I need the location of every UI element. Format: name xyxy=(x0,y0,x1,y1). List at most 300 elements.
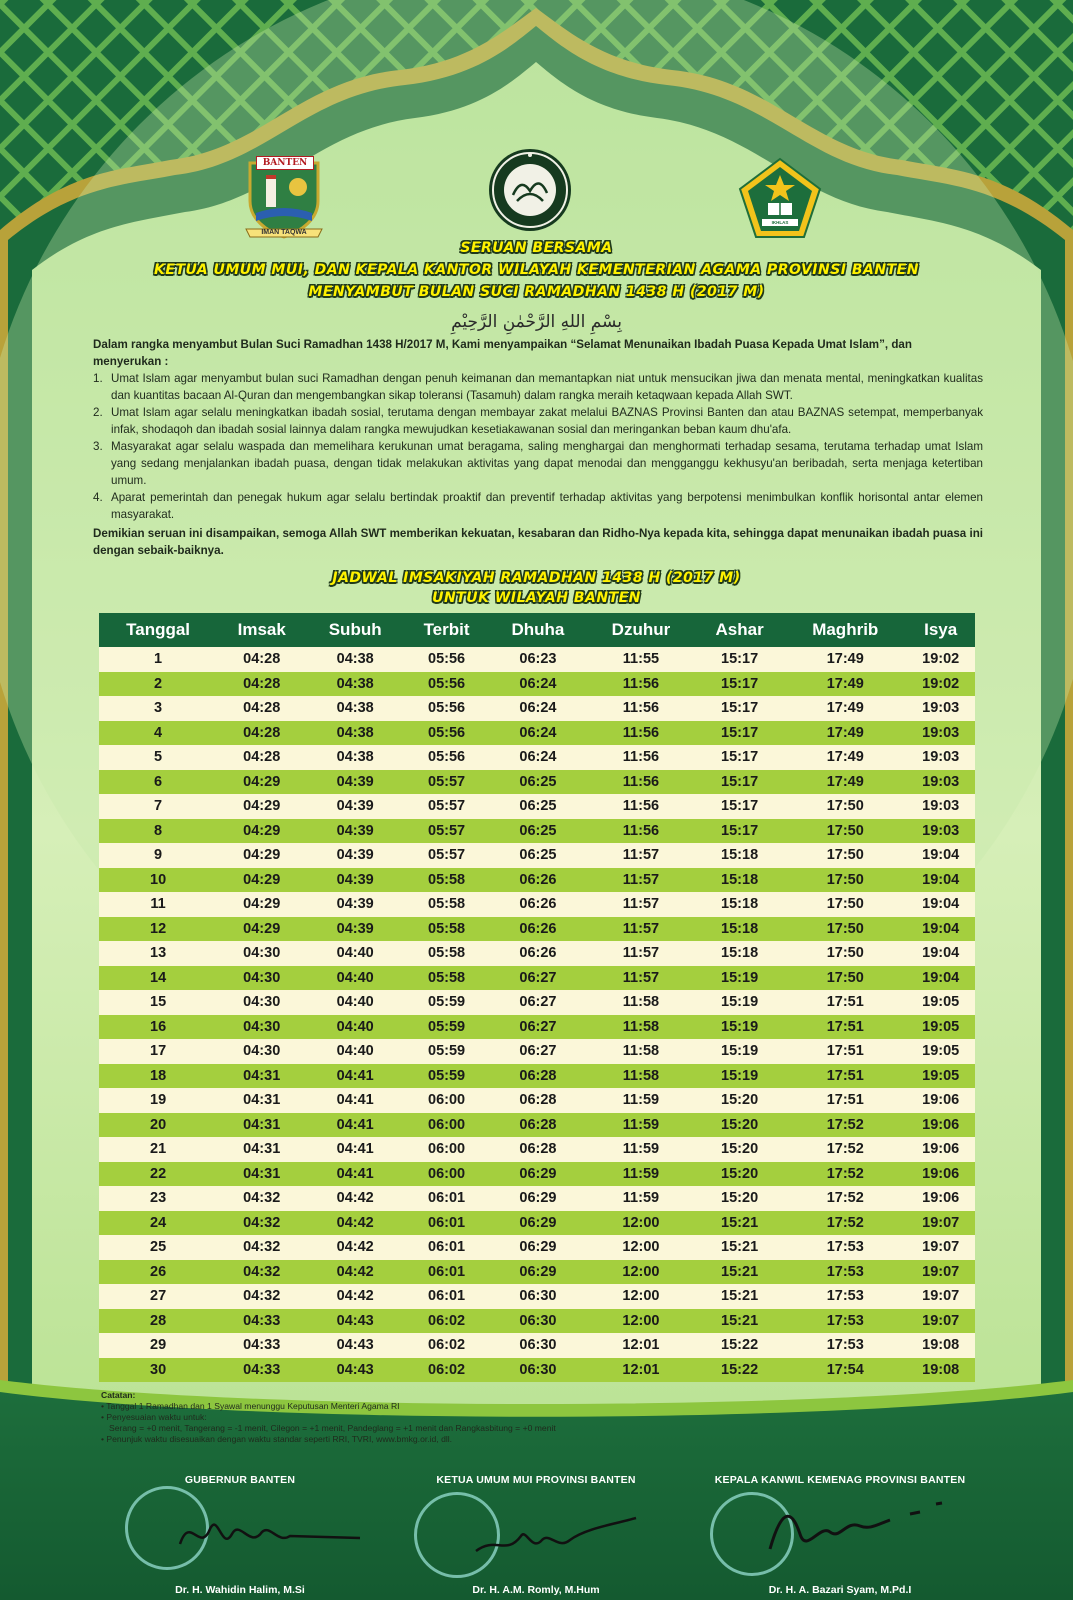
table-cell: 04:32 xyxy=(217,1235,306,1260)
table-row xyxy=(99,990,975,1015)
table-cell: 04:31 xyxy=(217,1162,306,1187)
table-cell: 17:51 xyxy=(784,1039,906,1064)
table-row xyxy=(99,1064,975,1089)
column-header: Isya xyxy=(906,613,975,647)
table-cell: 05:57 xyxy=(404,770,489,795)
table-cell: 11:57 xyxy=(587,917,695,942)
table-cell: 04:42 xyxy=(306,1211,404,1236)
table-cell: 15:22 xyxy=(695,1358,784,1383)
table-row xyxy=(99,1015,975,1040)
table-cell: 04:29 xyxy=(217,819,306,844)
table-cell: 30 xyxy=(99,1358,217,1383)
table-cell: 06:01 xyxy=(404,1284,489,1309)
notes-item-1: • Tanggal 1 Ramadhan dan 1 Syawal menunggu Keputusan Menteri Agama RI xyxy=(101,1401,400,1411)
table-cell: 17:50 xyxy=(784,917,906,942)
table-cell: 06:25 xyxy=(489,770,587,795)
table-cell: 15:20 xyxy=(695,1137,784,1162)
table-cell: 04:39 xyxy=(306,868,404,893)
table-cell: 17:53 xyxy=(784,1333,906,1358)
table-cell: 12:00 xyxy=(587,1235,695,1260)
kemenag-logo xyxy=(738,157,822,241)
table-cell: 04:42 xyxy=(306,1186,404,1211)
table-cell: 19:03 xyxy=(906,819,975,844)
kemenag-motto-text: IKHLAS BERAMAL xyxy=(768,220,792,232)
table-cell: 11:56 xyxy=(587,794,695,819)
table-cell: 05:56 xyxy=(404,647,489,672)
signature-name: Dr. H. A.M. Romly, M.Hum xyxy=(472,1584,600,1596)
table-cell: 04:29 xyxy=(217,868,306,893)
table-cell: 29 xyxy=(99,1333,217,1358)
table-cell: 19:02 xyxy=(906,672,975,697)
table-cell: 04:32 xyxy=(217,1260,306,1285)
table-row xyxy=(99,1358,975,1383)
table-cell: 19:04 xyxy=(906,892,975,917)
table-cell: 15:17 xyxy=(695,770,784,795)
signature-role: GUBERNUR BANTEN xyxy=(184,1474,296,1486)
table-cell: 06:27 xyxy=(489,966,587,991)
table-cell: 17:53 xyxy=(784,1309,906,1334)
header-line-1: SERUAN BERSAMA xyxy=(460,240,613,256)
notes-section xyxy=(101,1390,801,1445)
table-cell: 8 xyxy=(99,819,217,844)
table-cell: 05:58 xyxy=(404,868,489,893)
table-cell: 05:59 xyxy=(404,1015,489,1040)
table-cell: 15:19 xyxy=(695,1039,784,1064)
schedule-title-2: UNTUK WILAYAH BANTEN xyxy=(432,590,641,606)
mui-signature-icon xyxy=(466,1506,646,1566)
table-row xyxy=(99,721,975,746)
column-header: Dhuha xyxy=(489,613,587,647)
table-cell: 05:57 xyxy=(404,819,489,844)
table-row xyxy=(99,1088,975,1113)
table-cell: 17:53 xyxy=(784,1284,906,1309)
basmalah-calligraphy: بِسْمِ اللهِ الرَّحْمٰنِ الرَّحِيْمِ xyxy=(451,312,622,332)
column-header: Imsak xyxy=(217,613,306,647)
table-cell: 06:25 xyxy=(489,843,587,868)
point-number: 1. xyxy=(93,372,103,385)
table-cell: 04:41 xyxy=(306,1113,404,1138)
seruan-body xyxy=(93,336,983,559)
signature-role: KETUA UMUM MUI PROVINSI BANTEN xyxy=(436,1474,636,1486)
table-cell: 04:33 xyxy=(217,1333,306,1358)
table-cell: 17:54 xyxy=(784,1358,906,1383)
table-cell: 05:56 xyxy=(404,696,489,721)
table-cell: 06:28 xyxy=(489,1137,587,1162)
table-cell: 17:50 xyxy=(784,794,906,819)
table-cell: 06:26 xyxy=(489,917,587,942)
kanwil-signature-icon xyxy=(760,1494,960,1564)
table-row xyxy=(99,819,975,844)
table-cell: 05:57 xyxy=(404,843,489,868)
table-cell: 17:50 xyxy=(784,868,906,893)
table-cell: 16 xyxy=(99,1015,217,1040)
table-cell: 19:04 xyxy=(906,941,975,966)
table-cell: 15:19 xyxy=(695,1064,784,1089)
table-cell: 04:42 xyxy=(306,1260,404,1285)
table-cell: 06:02 xyxy=(404,1358,489,1383)
table-cell: 17:50 xyxy=(784,892,906,917)
table-cell: 05:59 xyxy=(404,990,489,1015)
table-cell: 04:31 xyxy=(217,1088,306,1113)
table-cell: 12:01 xyxy=(587,1358,695,1383)
notes-item-2: • Penyesuaian waktu untuk: xyxy=(101,1412,207,1422)
table-cell: 06:02 xyxy=(404,1309,489,1334)
table-cell: 12:00 xyxy=(587,1211,695,1236)
table-cell: 19 xyxy=(99,1088,217,1113)
table-row xyxy=(99,1211,975,1236)
table-cell: 15:19 xyxy=(695,1015,784,1040)
table-cell: 04:43 xyxy=(306,1358,404,1383)
signature-name: Dr. H. Wahidin Halim, M.Si xyxy=(175,1584,305,1596)
table-cell: 04:38 xyxy=(306,672,404,697)
table-row xyxy=(99,794,975,819)
table-cell: 15:17 xyxy=(695,721,784,746)
table-cell: 06:26 xyxy=(489,941,587,966)
header-line-3: MENYAMBUT BULAN SUCI RAMADHAN 1438 H (2017 M) xyxy=(308,284,765,300)
table-cell: 04:28 xyxy=(217,672,306,697)
banten-banner-text: BANTEN xyxy=(256,156,314,170)
closing-paragraph: Demikian seruan ini disampaikan, semoga Allah SWT memberikan kekuatan, kesabaran dan Ridho-Nya kepada kita, sehingga dapat menunaikan ibadah puasa ini dengan sebaik-baiknya. xyxy=(93,527,983,557)
table-cell: 27 xyxy=(99,1284,217,1309)
table-cell: 06:29 xyxy=(489,1211,587,1236)
table-cell: 19:06 xyxy=(906,1088,975,1113)
table-cell: 04:39 xyxy=(306,770,404,795)
table-cell: 17:49 xyxy=(784,672,906,697)
table-cell: 11:56 xyxy=(587,721,695,746)
table-cell: 15:20 xyxy=(695,1088,784,1113)
table-cell: 04:42 xyxy=(306,1235,404,1260)
table-cell: 15:17 xyxy=(695,647,784,672)
table-cell: 06:28 xyxy=(489,1113,587,1138)
table-cell: 17:52 xyxy=(784,1211,906,1236)
table-cell: 04:29 xyxy=(217,794,306,819)
table-cell: 04:43 xyxy=(306,1309,404,1334)
table-cell: 04:39 xyxy=(306,917,404,942)
table-row xyxy=(99,1039,975,1064)
point-text: Aparat pemerintah dan penegak hukum agar selalu bertindak proaktif dan preventif terhadap aktivitas yang berpotensi menimbulkan konflik horisontal antar elemen masyarakat. xyxy=(111,491,983,521)
table-cell: 11:57 xyxy=(587,868,695,893)
table-cell: 15:18 xyxy=(695,941,784,966)
table-cell: 11 xyxy=(99,892,217,917)
table-cell: 15:17 xyxy=(695,745,784,770)
table-cell: 05:56 xyxy=(404,745,489,770)
table-cell: 04:33 xyxy=(217,1309,306,1334)
column-header: Subuh xyxy=(306,613,404,647)
table-cell: 06:00 xyxy=(404,1162,489,1187)
table-row xyxy=(99,770,975,795)
table-cell: 05:56 xyxy=(404,721,489,746)
table-cell: 17:49 xyxy=(784,647,906,672)
table-cell: 19:07 xyxy=(906,1260,975,1285)
table-cell: 24 xyxy=(99,1211,217,1236)
table-cell: 15 xyxy=(99,990,217,1015)
signature-name: Dr. H. A. Bazari Syam, M.Pd.I xyxy=(768,1584,912,1596)
table-cell: 04:41 xyxy=(306,1064,404,1089)
table-cell: 11:57 xyxy=(587,941,695,966)
table-cell: 15:21 xyxy=(695,1260,784,1285)
table-row xyxy=(99,1309,975,1334)
table-cell: 11:58 xyxy=(587,1015,695,1040)
table-cell: 17:52 xyxy=(784,1113,906,1138)
table-row xyxy=(99,647,975,672)
table-cell: 06:01 xyxy=(404,1186,489,1211)
table-cell: 04:32 xyxy=(217,1186,306,1211)
table-cell: 17:53 xyxy=(784,1235,906,1260)
table-cell: 06:26 xyxy=(489,892,587,917)
table-cell: 06:25 xyxy=(489,819,587,844)
table-cell: 04:31 xyxy=(217,1064,306,1089)
table-cell: 04:39 xyxy=(306,819,404,844)
table-cell: 17 xyxy=(99,1039,217,1064)
point-number: 2. xyxy=(93,406,103,419)
signature-role: KEPALA KANWIL KEMENAG PROVINSI BANTEN xyxy=(714,1474,966,1486)
table-cell: 23 xyxy=(99,1186,217,1211)
table-cell: 17:52 xyxy=(784,1186,906,1211)
table-cell: 2 xyxy=(99,672,217,697)
table-cell: 04:28 xyxy=(217,696,306,721)
table-cell: 05:58 xyxy=(404,966,489,991)
table-cell: 04:41 xyxy=(306,1088,404,1113)
point-text: Umat Islam agar menyambut bulan suci Ramadhan dengan penuh keimanan dan memantapkan niat untuk mensucikan jiwa dan menata mental, meningkatkan kualitas dan kuantitas bacaan Al-Quran dan mengembangkan sikap toleransi (Tasamuh) dalam rangka meraih ketaqwaan kepada Allah SWT. xyxy=(111,372,983,402)
table-cell: 04:30 xyxy=(217,966,306,991)
table-cell: 13 xyxy=(99,941,217,966)
table-cell: 04:29 xyxy=(217,843,306,868)
table-cell: 11:55 xyxy=(587,647,695,672)
table-cell: 06:28 xyxy=(489,1088,587,1113)
table-cell: 04:30 xyxy=(217,941,306,966)
table-cell: 17:49 xyxy=(784,770,906,795)
table-row xyxy=(99,843,975,868)
table-cell: 06:29 xyxy=(489,1186,587,1211)
table-cell: 15:21 xyxy=(695,1235,784,1260)
table-cell: 19:04 xyxy=(906,966,975,991)
table-row xyxy=(99,672,975,697)
table-row xyxy=(99,745,975,770)
seruan-point xyxy=(93,404,983,438)
table-cell: 11:59 xyxy=(587,1088,695,1113)
table-cell: 19:06 xyxy=(906,1162,975,1187)
table-cell: 19:03 xyxy=(906,745,975,770)
table-cell: 22 xyxy=(99,1162,217,1187)
table-cell: 04:30 xyxy=(217,1015,306,1040)
table-cell: 11:58 xyxy=(587,1064,695,1089)
table-cell: 17:51 xyxy=(784,1088,906,1113)
seruan-point xyxy=(93,370,983,404)
table-cell: 06:00 xyxy=(404,1113,489,1138)
table-cell: 04:32 xyxy=(217,1211,306,1236)
table-cell: 19:04 xyxy=(906,843,975,868)
table-cell: 5 xyxy=(99,745,217,770)
table-cell: 12:00 xyxy=(587,1284,695,1309)
column-header: Terbit xyxy=(404,613,489,647)
table-cell: 19:05 xyxy=(906,1015,975,1040)
table-cell: 15:19 xyxy=(695,990,784,1015)
table-cell: 15:18 xyxy=(695,843,784,868)
table-cell: 04:32 xyxy=(217,1284,306,1309)
table-body xyxy=(99,647,975,1382)
table-cell: 26 xyxy=(99,1260,217,1285)
table-cell: 19:05 xyxy=(906,990,975,1015)
table-cell: 11:57 xyxy=(587,843,695,868)
notes-title: Catatan: xyxy=(101,1390,136,1400)
table-row xyxy=(99,1113,975,1138)
table-cell: 3 xyxy=(99,696,217,721)
table-cell: 19:05 xyxy=(906,1039,975,1064)
column-header: Ashar xyxy=(695,613,784,647)
table-cell: 17:50 xyxy=(784,843,906,868)
table-cell: 9 xyxy=(99,843,217,868)
table-cell: 15:22 xyxy=(695,1333,784,1358)
table-cell: 06:28 xyxy=(489,1064,587,1089)
table-cell: 21 xyxy=(99,1137,217,1162)
table-cell: 06:23 xyxy=(489,647,587,672)
table-cell: 06:01 xyxy=(404,1235,489,1260)
table-cell: 04:38 xyxy=(306,745,404,770)
table-cell: 04:30 xyxy=(217,990,306,1015)
table-cell: 4 xyxy=(99,721,217,746)
table-cell: 20 xyxy=(99,1113,217,1138)
table-cell: 12 xyxy=(99,917,217,942)
table-cell: 04:31 xyxy=(217,1113,306,1138)
table-cell: 15:21 xyxy=(695,1284,784,1309)
column-header: Tanggal xyxy=(99,613,217,647)
table-cell: 06:00 xyxy=(404,1137,489,1162)
table-row xyxy=(99,1235,975,1260)
table-cell: 04:40 xyxy=(306,1015,404,1040)
table-cell: 19:03 xyxy=(906,696,975,721)
table-cell: 05:57 xyxy=(404,794,489,819)
table-cell: 11:57 xyxy=(587,892,695,917)
table-row xyxy=(99,868,975,893)
table-cell: 17:50 xyxy=(784,966,906,991)
table-cell: 15:20 xyxy=(695,1186,784,1211)
table-cell: 15:19 xyxy=(695,966,784,991)
table-cell: 04:40 xyxy=(306,941,404,966)
table-cell: 17:49 xyxy=(784,721,906,746)
table-row xyxy=(99,892,975,917)
table-cell: 17:51 xyxy=(784,1015,906,1040)
table-cell: 06:30 xyxy=(489,1309,587,1334)
table-cell: 04:41 xyxy=(306,1162,404,1187)
table-cell: 06:30 xyxy=(489,1358,587,1383)
table-row xyxy=(99,1333,975,1358)
table-cell: 06:27 xyxy=(489,1039,587,1064)
table-cell: 06:29 xyxy=(489,1260,587,1285)
table-cell: 04:41 xyxy=(306,1137,404,1162)
table-cell: 06:29 xyxy=(489,1235,587,1260)
table-cell: 12:00 xyxy=(587,1260,695,1285)
table-cell: 12:00 xyxy=(587,1309,695,1334)
table-cell: 04:28 xyxy=(217,647,306,672)
table-header-row xyxy=(99,613,975,647)
table-cell: 19:08 xyxy=(906,1333,975,1358)
table-row xyxy=(99,1186,975,1211)
table-cell: 15:20 xyxy=(695,1162,784,1187)
table-cell: 06:25 xyxy=(489,794,587,819)
table-cell: 04:28 xyxy=(217,721,306,746)
table-cell: 15:17 xyxy=(695,794,784,819)
table-cell: 15:21 xyxy=(695,1211,784,1236)
table-cell: 19:03 xyxy=(906,770,975,795)
point-number: 4. xyxy=(93,491,103,504)
table-cell: 19:04 xyxy=(906,868,975,893)
table-cell: 04:29 xyxy=(217,770,306,795)
table-cell: 19:07 xyxy=(906,1309,975,1334)
table-cell: 15:17 xyxy=(695,672,784,697)
table-cell: 11:59 xyxy=(587,1186,695,1211)
table-cell: 06:24 xyxy=(489,745,587,770)
table-cell: 04:39 xyxy=(306,843,404,868)
table-cell: 1 xyxy=(99,647,217,672)
table-cell: 17:49 xyxy=(784,745,906,770)
table-cell: 04:38 xyxy=(306,696,404,721)
seruan-point xyxy=(93,489,983,523)
table-cell: 15:21 xyxy=(695,1309,784,1334)
table-cell: 17:50 xyxy=(784,819,906,844)
table-cell: 04:30 xyxy=(217,1039,306,1064)
table-cell: 11:56 xyxy=(587,770,695,795)
table-cell: 19:05 xyxy=(906,1064,975,1089)
schedule-title-1: JADWAL IMSAKIYAH RAMADHAN 1438 H (2017 M) xyxy=(332,570,741,586)
table-cell: 17:51 xyxy=(784,990,906,1015)
table-cell: 06:02 xyxy=(404,1333,489,1358)
table-cell: 06:27 xyxy=(489,990,587,1015)
table-row xyxy=(99,1137,975,1162)
table-cell: 06:24 xyxy=(489,721,587,746)
table-cell: 17:49 xyxy=(784,696,906,721)
table-cell: 04:29 xyxy=(217,892,306,917)
table-cell: 19:07 xyxy=(906,1284,975,1309)
governor-signature-icon xyxy=(170,1504,370,1564)
column-header: Maghrib xyxy=(784,613,906,647)
table-cell: 05:58 xyxy=(404,892,489,917)
table-cell: 17:50 xyxy=(784,941,906,966)
table-cell: 11:59 xyxy=(587,1137,695,1162)
table-cell: 19:07 xyxy=(906,1211,975,1236)
table-cell: 05:58 xyxy=(404,917,489,942)
table-cell: 19:06 xyxy=(906,1137,975,1162)
table-row xyxy=(99,1284,975,1309)
points-list xyxy=(93,370,983,523)
table-cell: 11:59 xyxy=(587,1113,695,1138)
signature-mui xyxy=(386,1474,686,1594)
table-cell: 19:03 xyxy=(906,794,975,819)
table-row xyxy=(99,917,975,942)
table-cell: 18 xyxy=(99,1064,217,1089)
table-cell: 28 xyxy=(99,1309,217,1334)
table-cell: 06:24 xyxy=(489,696,587,721)
table-cell: 11:58 xyxy=(587,990,695,1015)
table-cell: 04:42 xyxy=(306,1284,404,1309)
header-line-2: KETUA UMUM MUI, DAN KEPALA KANTOR WILAYAH KEMENTERIAN AGAMA PROVINSI BANTEN xyxy=(154,262,919,278)
table-cell: 06:27 xyxy=(489,1015,587,1040)
table-row xyxy=(99,941,975,966)
point-number: 3. xyxy=(93,440,103,453)
table-cell: 11:58 xyxy=(587,1039,695,1064)
table-cell: 05:59 xyxy=(404,1064,489,1089)
table-cell: 19:02 xyxy=(906,647,975,672)
table-cell: 05:59 xyxy=(404,1039,489,1064)
table-cell: 19:06 xyxy=(906,1113,975,1138)
table-cell: 15:20 xyxy=(695,1113,784,1138)
table-cell: 04:31 xyxy=(217,1137,306,1162)
point-text: Masyarakat agar selalu waspada dan memelihara kerukunan umat beragama, saling menghargai dan menghormati terhadap sesama, terutama terhadap umat Islam yang sedang menjalankan ibadah puasa, dengan tidak melakukan aktivitas yang dapat menodai dan mengganggu kekhusyu'an beribadah, serta menjaga ketertiban umum. xyxy=(111,440,983,487)
table-cell: 15:18 xyxy=(695,868,784,893)
point-text: Umat Islam agar selalu meningkatkan ibadah sosial, terutama dengan membayar zakat melalui BAZNAS Provinsi Banten dan atau BAZNAS setempat, memperbanyak infak, shodaqoh dan ibadah sosial lainnya dalam rangka mewujudkan kesetiakawanan sosial dan meringankan beban kaum dhu'afa. xyxy=(111,406,983,436)
table-cell: 04:29 xyxy=(217,917,306,942)
table-cell: 05:56 xyxy=(404,672,489,697)
table-cell: 15:18 xyxy=(695,917,784,942)
